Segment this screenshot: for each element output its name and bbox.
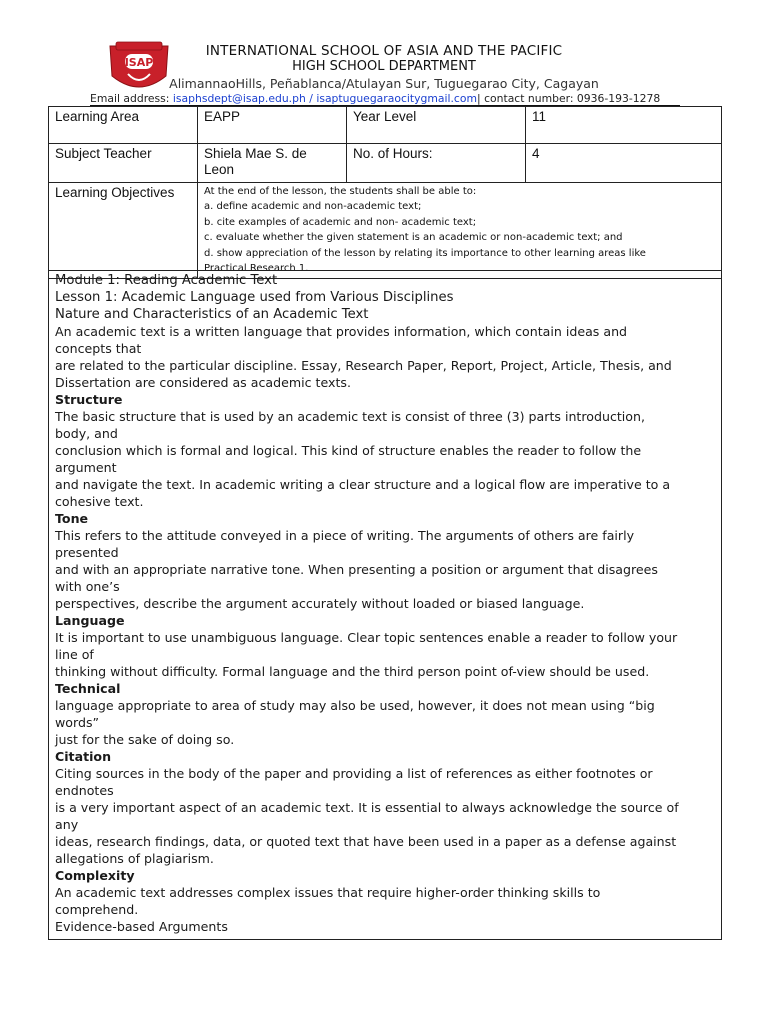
content-line: Evidence-based Arguments bbox=[55, 919, 228, 934]
content-line: with one’s bbox=[55, 579, 120, 594]
content-line: are related to the particular discipline. Essay, Research Paper, Report, Project, Article, Thesis, and bbox=[55, 358, 672, 373]
section-heading: Complexity bbox=[55, 868, 135, 883]
content-line: This refers to the attitude conveyed in a piece of writing. The arguments of others are fairly bbox=[55, 528, 635, 543]
content-line: It is important to use unambiguous language. Clear topic sentences enable a reader to follow your bbox=[55, 630, 678, 645]
email-label: Email address: bbox=[90, 92, 173, 105]
content-line: cohesive text. bbox=[55, 494, 144, 509]
contact-line bbox=[90, 92, 680, 106]
learning-area-label: Learning Area bbox=[49, 107, 198, 144]
module-heading: Module 1: Reading Academic Text bbox=[55, 273, 278, 288]
lesson-info-table bbox=[48, 106, 722, 279]
table-row bbox=[49, 183, 722, 279]
content-line: is a very important aspect of an academic text. It is essential to always acknowledge the source of bbox=[55, 800, 679, 815]
content-line: thinking without difficulty. Formal language and the third person point of-view should be used. bbox=[55, 664, 650, 679]
objective-item: Practical Research 1. bbox=[204, 263, 309, 275]
content-line: just for the sake of doing so. bbox=[55, 732, 235, 747]
content-line: any bbox=[55, 817, 79, 832]
content-line: The basic structure that is used by an academic text is consist of three (3) parts introduction, bbox=[55, 409, 645, 424]
objective-item: d. show appreciation of the lesson by relating its importance to other learning areas like bbox=[204, 247, 646, 259]
content-line: Dissertation are considered as academic texts. bbox=[55, 375, 351, 390]
hours-value: 4 bbox=[526, 144, 722, 183]
content-line: body, and bbox=[55, 426, 118, 441]
content-line: and with an appropriate narrative tone. When presenting a position or argument that disagrees bbox=[55, 562, 658, 577]
module-content bbox=[48, 270, 722, 940]
objectives-list bbox=[198, 183, 722, 279]
section-heading: Tone bbox=[55, 511, 89, 526]
department-name: HIGH SCHOOL DEPARTMENT bbox=[292, 59, 476, 74]
content-line: conclusion which is formal and logical. This kind of structure enables the reader to follow the bbox=[55, 443, 642, 458]
objective-item: a. define academic and non-academic text; bbox=[204, 201, 422, 213]
content-line: line of bbox=[55, 647, 94, 662]
objective-item: c. evaluate whether the given statement is an academic or non-academic text; and bbox=[204, 232, 623, 244]
content-line: and navigate the text. In academic writing a clear structure and a logical flow are imperative to a bbox=[55, 477, 671, 492]
objective-item: b. cite examples of academic and non- academic text; bbox=[204, 216, 477, 228]
content-line: argument bbox=[55, 460, 117, 475]
year-level-label: Year Level bbox=[347, 107, 526, 144]
section-heading: Citation bbox=[55, 749, 112, 764]
content-line: An academic text addresses complex issues that require higher-order thinking skills to bbox=[55, 885, 601, 900]
teacher-value: Shiela Mae S. de Leon bbox=[198, 144, 347, 183]
table-row bbox=[49, 144, 722, 183]
section-heading: Structure bbox=[55, 392, 123, 407]
section-heading: Language bbox=[55, 613, 125, 628]
year-level-value: 11 bbox=[526, 107, 722, 144]
content-line: An academic text is a written language that provides information, which contain ideas and bbox=[55, 324, 628, 339]
content-line: words” bbox=[55, 715, 100, 730]
content-line: comprehend. bbox=[55, 902, 139, 917]
content-line: language appropriate to area of study may also be used, however, it does not mean using “big bbox=[55, 698, 655, 713]
content-line: presented bbox=[55, 545, 119, 560]
objective-item: At the end of the lesson, the students shall be able to: bbox=[204, 186, 477, 197]
table-row bbox=[49, 107, 722, 144]
logo-text: ISAP bbox=[124, 56, 154, 69]
objectives-label: Learning Objectives bbox=[49, 183, 198, 279]
email-links[interactable]: isaphsdept@isap.edu.ph / isaptuguegaraocitygmail.com bbox=[172, 92, 477, 105]
content-line: perspectives, describe the argument accurately without loaded or biased language. bbox=[55, 596, 585, 611]
content-line: ideas, research findings, data, or quoted text that have been used in a paper as a defense against bbox=[55, 834, 677, 849]
school-name: INTERNATIONAL SCHOOL OF ASIA AND THE PACIFIC bbox=[205, 43, 563, 59]
content-line: concepts that bbox=[55, 341, 142, 356]
learning-area-value: EAPP bbox=[198, 107, 347, 144]
contact-number: | contact number: 0936-193-1278 bbox=[477, 92, 661, 105]
content-line: Citing sources in the body of the paper and providing a list of references as either footnotes or bbox=[55, 766, 653, 781]
teacher-label: Subject Teacher bbox=[49, 144, 198, 183]
module-heading: Lesson 1: Academic Language used from Various Disciplines bbox=[55, 290, 454, 305]
module-heading: Nature and Characteristics of an Academic Text bbox=[55, 307, 369, 322]
content-line: allegations of plagiarism. bbox=[55, 851, 214, 866]
school-address: AlimannaoHills, Peñablanca/Atulayan Sur, Tuguegarao City, Cagayan bbox=[169, 76, 599, 91]
content-line: endnotes bbox=[55, 783, 114, 798]
section-heading: Technical bbox=[55, 681, 121, 696]
hours-label: No. of Hours: bbox=[347, 144, 526, 183]
